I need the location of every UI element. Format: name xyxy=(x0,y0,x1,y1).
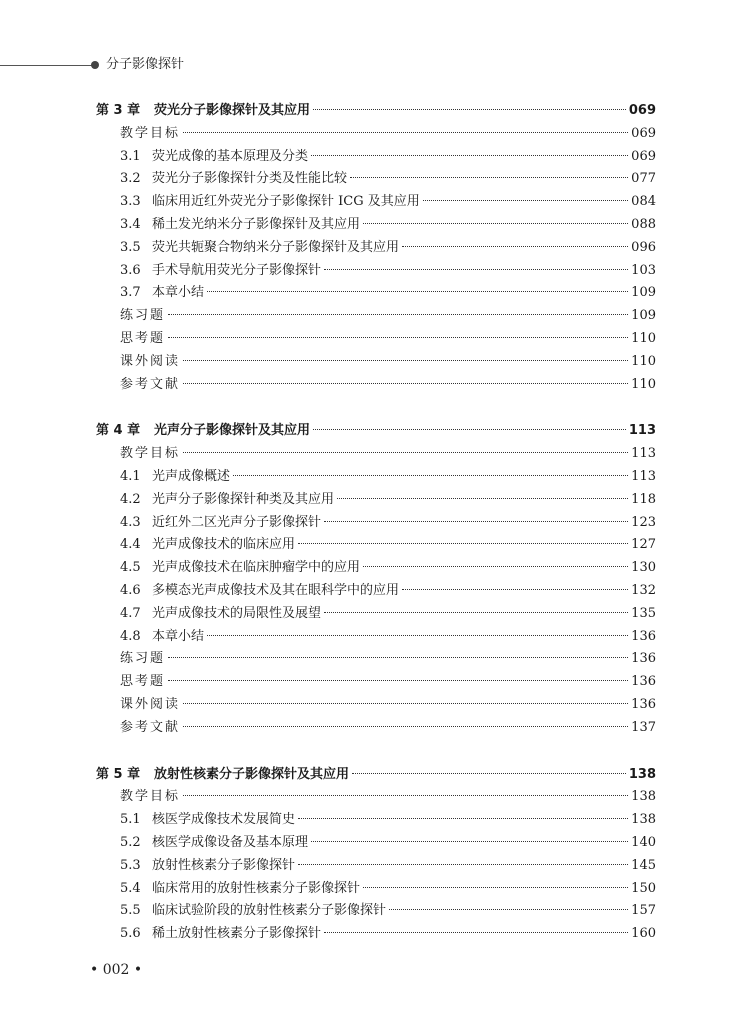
entry-title: 教学目标 xyxy=(120,125,181,141)
dot-leader xyxy=(337,498,628,499)
entry-title: 光声分子影像探针种类及其应用 xyxy=(152,491,335,507)
entry-page: 113 xyxy=(631,468,656,484)
entry-page: 136 xyxy=(631,696,656,712)
entry-number: 3.5 xyxy=(120,239,141,255)
toc-entry[interactable] xyxy=(96,489,656,512)
dot-leader xyxy=(233,475,628,476)
entry-title: 稀土发光纳米分子影像探针及其应用 xyxy=(152,216,361,232)
toc-entry[interactable] xyxy=(96,512,656,535)
chapter-block xyxy=(96,764,656,946)
dot-leader xyxy=(183,726,628,727)
entry-page: 138 xyxy=(631,812,656,828)
entry-page: 109 xyxy=(631,285,656,301)
entry-page: 123 xyxy=(631,514,656,530)
toc-entry[interactable] xyxy=(96,191,656,214)
dot-leader xyxy=(298,543,628,544)
dot-leader xyxy=(402,589,628,590)
entry-number: 第 4 章 xyxy=(96,423,141,439)
entry-title: 放射性核素分子影像探针 xyxy=(152,857,296,873)
entry-title: 荧光分子影像探针分类及性能比较 xyxy=(152,171,348,187)
entry-title: 手术导航用荧光分子影像探针 xyxy=(152,262,322,278)
entry-page: 130 xyxy=(631,560,656,576)
dot-leader xyxy=(298,818,628,819)
toc-entry[interactable] xyxy=(96,237,656,260)
dot-leader xyxy=(168,314,628,315)
entry-number: 5.3 xyxy=(120,857,141,873)
chapter-heading[interactable] xyxy=(96,420,656,443)
toc-entry[interactable] xyxy=(96,534,656,557)
toc-entry[interactable] xyxy=(96,603,656,626)
toc-entry[interactable] xyxy=(96,671,656,694)
chapter-heading[interactable] xyxy=(96,100,656,123)
entry-title: 荧光共轭聚合物纳米分子影像探针及其应用 xyxy=(152,239,400,255)
entry-title: 放射性核素分子影像探针及其应用 xyxy=(154,766,350,782)
entry-page: 110 xyxy=(631,376,656,392)
toc-entry[interactable] xyxy=(96,832,656,855)
dot-leader xyxy=(183,452,628,453)
entry-page: 110 xyxy=(631,330,656,346)
entry-title: 本章小结 xyxy=(152,285,205,301)
entry-number: 5.4 xyxy=(120,880,141,896)
dot-leader xyxy=(168,657,628,658)
entry-page: 110 xyxy=(631,353,656,369)
entry-title: 稀土放射性核素分子影像探针 xyxy=(152,926,322,942)
entry-number: 4.2 xyxy=(120,491,141,507)
entry-title: 课外阅读 xyxy=(120,353,181,369)
entry-page: 103 xyxy=(631,262,656,278)
entry-page: 160 xyxy=(631,926,656,942)
entry-number: 3.7 xyxy=(120,285,141,301)
header-rule xyxy=(0,65,92,66)
entry-page: 113 xyxy=(628,423,656,439)
dot-leader xyxy=(352,773,626,774)
entry-page: 135 xyxy=(631,605,656,621)
toc-entry[interactable] xyxy=(96,123,656,146)
toc-entry[interactable] xyxy=(96,626,656,649)
entry-title: 课外阅读 xyxy=(120,696,181,712)
entry-title: 光声成像技术的局限性及展望 xyxy=(152,605,322,621)
toc-entry[interactable] xyxy=(96,923,656,946)
entry-title: 光声分子影像探针及其应用 xyxy=(154,423,311,439)
dot-leader xyxy=(168,680,628,681)
entry-title: 思考题 xyxy=(120,330,166,346)
toc-entry[interactable] xyxy=(96,648,656,671)
dot-leader xyxy=(183,703,628,704)
dot-leader xyxy=(363,887,628,888)
toc-entry[interactable] xyxy=(96,374,656,397)
entry-page: 096 xyxy=(631,239,656,255)
entry-number: 3.6 xyxy=(120,262,141,278)
entry-number: 4.8 xyxy=(120,628,141,644)
entry-number: 5.6 xyxy=(120,926,141,942)
chapter-heading[interactable] xyxy=(96,764,656,787)
entry-page: 132 xyxy=(631,582,656,598)
entry-title: 临床常用的放射性核素分子影像探针 xyxy=(152,880,361,896)
dot-leader xyxy=(324,932,628,933)
entry-number: 5.1 xyxy=(120,812,141,828)
entry-page: 069 xyxy=(631,148,656,164)
toc-entry[interactable] xyxy=(96,466,656,489)
dot-leader xyxy=(423,200,628,201)
entry-title: 荧光成像的基本原理及分类 xyxy=(152,148,309,164)
entry-title: 参考文献 xyxy=(120,719,181,735)
dot-leader xyxy=(183,383,628,384)
entry-page: 088 xyxy=(631,216,656,232)
entry-number: 3.1 xyxy=(120,148,141,164)
entry-title: 思考题 xyxy=(120,674,166,690)
entry-title: 练习题 xyxy=(120,308,166,324)
dot-leader xyxy=(324,269,628,270)
chapter-block xyxy=(96,100,656,396)
entry-number: 5.5 xyxy=(120,903,141,919)
entry-title: 临床试验阶段的放射性核素分子影像探针 xyxy=(152,903,387,919)
entry-page: 136 xyxy=(631,674,656,690)
entry-page: 127 xyxy=(631,537,656,553)
entry-number: 4.3 xyxy=(120,514,141,530)
dot-leader xyxy=(313,109,626,110)
entry-page: 138 xyxy=(631,789,656,805)
entry-title: 参考文献 xyxy=(120,376,181,392)
toc-entry[interactable] xyxy=(96,580,656,603)
entry-title: 光声成像技术在临床肿瘤学中的应用 xyxy=(152,560,361,576)
page-number: • 002 • xyxy=(90,962,143,978)
entry-title: 近红外二区光声分子影像探针 xyxy=(152,514,322,530)
toc-entry[interactable] xyxy=(96,557,656,580)
toc-entry[interactable] xyxy=(96,443,656,466)
chapter-gap xyxy=(96,396,656,420)
entry-page: 136 xyxy=(631,651,656,667)
dot-leader xyxy=(183,795,628,796)
entry-title: 核医学成像设备及基本原理 xyxy=(152,834,309,850)
running-header xyxy=(0,56,300,76)
toc-entry[interactable] xyxy=(96,328,656,351)
toc-entry[interactable] xyxy=(96,260,656,283)
entry-page: 157 xyxy=(631,903,656,919)
toc-entry[interactable] xyxy=(96,168,656,191)
chapter-gap xyxy=(96,740,656,764)
entry-number: 4.1 xyxy=(120,468,141,484)
toc-entry[interactable] xyxy=(96,809,656,832)
entry-page: 084 xyxy=(631,194,656,210)
entry-number: 4.4 xyxy=(120,537,141,553)
dot-leader xyxy=(313,429,626,430)
entry-number: 3.4 xyxy=(120,216,141,232)
entry-page: 137 xyxy=(631,719,656,735)
entry-number: 3.3 xyxy=(120,194,141,210)
toc-entry[interactable] xyxy=(96,351,656,374)
toc-entry[interactable] xyxy=(96,878,656,901)
entry-title: 教学目标 xyxy=(120,789,181,805)
entry-page: 136 xyxy=(631,628,656,644)
toc-entry[interactable] xyxy=(96,717,656,740)
entry-number: 第 5 章 xyxy=(96,766,141,782)
entry-page: 145 xyxy=(631,857,656,873)
dot-leader xyxy=(389,909,628,910)
entry-page: 069 xyxy=(628,103,656,118)
entry-page: 138 xyxy=(628,766,656,782)
chapter-block xyxy=(96,420,656,739)
toc-entry[interactable] xyxy=(96,214,656,237)
entry-title: 临床用近红外荧光分子影像探针 ICG 及其应用 xyxy=(152,194,420,210)
entry-page: 150 xyxy=(631,880,656,896)
entry-number: 第 3 章 xyxy=(96,103,141,118)
entry-page: 118 xyxy=(631,491,656,507)
toc-entry[interactable] xyxy=(96,694,656,717)
header-title: 分子影像探针 xyxy=(106,57,185,72)
entry-page: 140 xyxy=(631,834,656,850)
dot-leader xyxy=(363,566,628,567)
dot-leader xyxy=(324,612,628,613)
dot-leader xyxy=(350,177,628,178)
entry-title: 本章小结 xyxy=(152,628,205,644)
entry-title: 教学目标 xyxy=(120,446,181,462)
toc-entry[interactable] xyxy=(96,900,656,923)
dot-leader xyxy=(363,223,628,224)
dot-leader xyxy=(311,155,628,156)
toc-entry[interactable] xyxy=(96,855,656,878)
dot-leader xyxy=(311,841,628,842)
entry-number: 4.6 xyxy=(120,582,141,598)
entry-title: 光声成像技术的临床应用 xyxy=(152,537,296,553)
entry-number: 4.5 xyxy=(120,560,141,576)
dot-leader xyxy=(207,635,628,636)
header-bullet xyxy=(91,61,99,69)
entry-title: 核医学成像技术发展简史 xyxy=(152,812,296,828)
entry-title: 练习题 xyxy=(120,651,166,667)
toc-entry[interactable] xyxy=(96,282,656,305)
entry-page: 109 xyxy=(631,308,656,324)
entry-title: 荧光分子影像探针及其应用 xyxy=(154,103,311,118)
dot-leader xyxy=(183,132,628,133)
dot-leader xyxy=(183,360,628,361)
dot-leader xyxy=(207,291,628,292)
entry-title: 光声成像概述 xyxy=(152,468,231,484)
toc-entry[interactable] xyxy=(96,305,656,328)
entry-page: 113 xyxy=(631,446,656,462)
dot-leader xyxy=(298,864,628,865)
dot-leader xyxy=(168,337,628,338)
dot-leader xyxy=(324,521,628,522)
entry-number: 4.7 xyxy=(120,605,141,621)
entry-title: 多模态光声成像技术及其在眼科学中的应用 xyxy=(152,582,400,598)
toc-entry[interactable] xyxy=(96,146,656,169)
table-of-contents xyxy=(96,100,656,946)
entry-number: 5.2 xyxy=(120,834,141,850)
entry-page: 069 xyxy=(631,125,656,141)
toc-entry[interactable] xyxy=(96,786,656,809)
dot-leader xyxy=(402,246,628,247)
entry-number: 3.2 xyxy=(120,171,141,187)
entry-page: 077 xyxy=(631,171,656,187)
